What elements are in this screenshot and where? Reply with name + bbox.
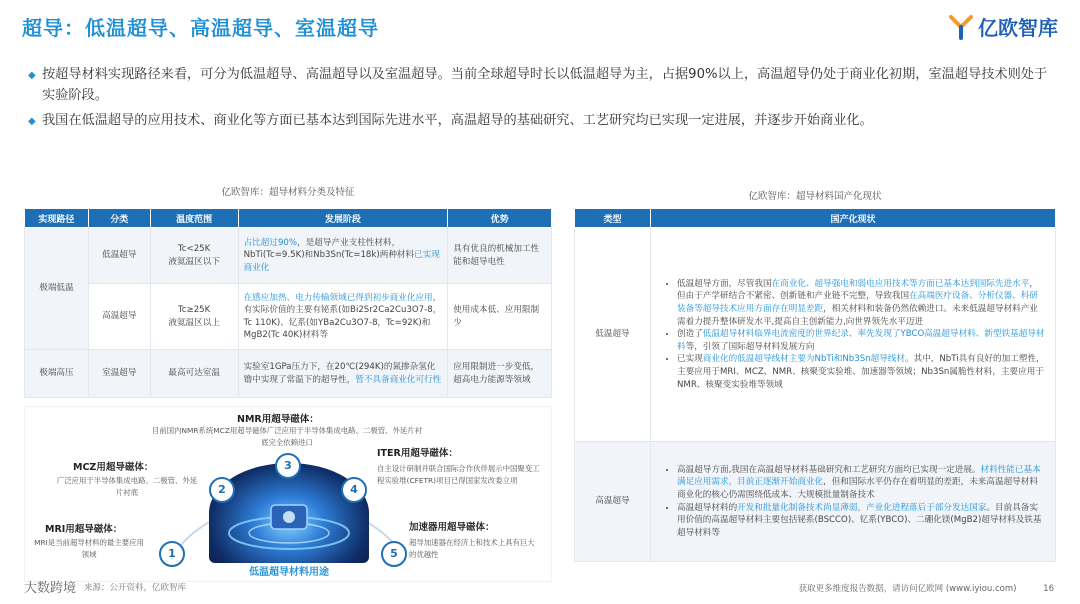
status-text: ，但和国际水平仍存在着明显的差距，未来高温超导材料商业化的核心仍需围绕低成本、大规模批量制备技术 [677, 477, 1038, 500]
advantage-cell: 使用成本低、应用限制少 [448, 284, 552, 350]
mri-title: MRI用超导磁体： [45, 524, 123, 535]
type-cell: 低温超导 [575, 228, 651, 442]
watermark-text: 大数跨境 [24, 581, 77, 596]
diagram-caption: 低温超导材料用途 [249, 567, 329, 578]
step-node-1: 1 [159, 541, 185, 567]
status-cell [651, 228, 1056, 442]
path-cell: 极端高压 [25, 350, 89, 398]
status-text: 已实现 [677, 354, 703, 365]
nmr-title: NMR用超导磁体： [237, 414, 319, 425]
bullet-text: 我国在低温超导的应用技术、商业化等方面已基本达到国际先进水平，高温超导的基础研究、工艺研究均已实现一定进展，并逐步开始商业化。 [42, 113, 873, 128]
stage-highlight: 在感应加热、电力传输领域已得到初步商业化应用 [243, 292, 433, 303]
applications-diagram [24, 406, 552, 582]
status-highlight: 材料性能已基本满足应用需求，目前正逐渐开始商业化 [677, 464, 1041, 488]
stage-highlight: 已实现商业化 [243, 250, 440, 273]
logo-text: 亿欧智库 [978, 16, 1058, 40]
col-header: 温度范围 [150, 209, 238, 228]
contact-link[interactable]: 获取更多维度报告数据，请访问亿欧网 (www.iyiou.com) [798, 584, 1017, 594]
type-cell: 高温超导 [575, 442, 651, 562]
stage-cell [238, 284, 448, 350]
table-row [25, 228, 552, 284]
status-item [677, 278, 1045, 328]
footer-source [24, 577, 186, 596]
temp-cell: Tc<25K 液氦温区以下 [150, 228, 238, 284]
status-item [677, 328, 1045, 353]
status-highlight: 低温超导材料临界电流密度的世界纪录、率先发现了YBCO高温超导材料、新型铁基超导材料 [677, 329, 1045, 352]
right-table-title: 亿欧智库：超导材料国产化现状 [748, 191, 882, 202]
status-text: 等，引领了国际超导材料发展方向 [685, 341, 815, 352]
temp-cell: 最高可达室温 [150, 350, 238, 398]
status-text: 低温超导方面，尽管我国 [677, 278, 772, 289]
class-cell: 低温超导 [88, 228, 150, 284]
stage-text: 实验室1GPa压力下，在20℃(294K)的氮掺杂氢化镥中实现了常温下的超导性， [243, 362, 436, 385]
accelerator-desc: 超导加速器在经济上和技术上具有巨大的优越性 [409, 538, 535, 559]
mri-desc: MRI是当前超导材料的最主要应用领域 [34, 538, 144, 559]
stage-cell [238, 228, 448, 284]
status-item [677, 464, 1045, 502]
stage-cell [238, 350, 448, 398]
page-number: 16 [1043, 584, 1054, 594]
status-highlight: 在高端医疗设备、分析仪器、科研装备等超导技术应用方面存在明显差距 [677, 291, 1038, 315]
col-header: 实现路径 [25, 209, 89, 228]
status-highlight: 商业化的低温超导线材主要为NbTi和Nb3Sn超导线材 [702, 354, 905, 365]
summary-bullet [28, 110, 1058, 132]
status-text: 。其中，NbTi具有良好的加工塑性，主要应用于MRI、MCZ、NMR、核聚变实验堆、加速器等领域；Nb3Sn属脆性材料，主要应用于NMR、核聚变实验堆等领域 [677, 354, 1045, 390]
brand-logo [948, 12, 1058, 41]
left-table-title: 亿欧智库：超导材料分类及特征 [221, 187, 355, 198]
col-header: 优势 [448, 209, 552, 228]
bullet-text: 按超导材料实现路径来看，可分为低温超导、高温超导以及室温超导。当前全球超导时长以低温超导为主，占据90%以上，高温超导仍处于商业化初期，室温超导技术则处于实验阶段。 [42, 67, 1048, 103]
path-cell: 极端低温 [25, 228, 89, 350]
mcz-desc: 广泛应用于半导体集成电路、二极管、外延片衬底 [56, 476, 198, 497]
table-header-row [575, 209, 1056, 228]
stage-text: ，是超导产业支柱性材料，NbTi(Tc=9.5K)和Nb3Sn(Tc=18k)两种材料 [243, 237, 415, 261]
summary-bullets [28, 64, 1058, 136]
iter-desc: 自主设计研制并联合国际合作伙伴展示中国聚变工程实验堆(CFETR)项目已得国家发改委立项 [377, 464, 540, 485]
step-node-4: 4 [341, 477, 367, 503]
table-row [25, 284, 552, 350]
class-cell: 高温超导 [88, 284, 150, 350]
summary-bullet [28, 64, 1058, 106]
step-node-3: 3 [275, 453, 301, 479]
status-highlight: 在商业化、超导强电和弱电应用技术等方面已基本达到国际先进水平 [771, 278, 1030, 289]
class-cell: 室温超导 [88, 350, 150, 398]
step-node-5: 5 [381, 541, 407, 567]
status-item [677, 502, 1045, 540]
diamond-bullet-icon: ◆ [28, 70, 36, 81]
status-highlight: 开发和批量化制备技术尚显薄弱，产业化进程落后于部分发达国家 [737, 502, 987, 513]
col-header: 国产化现状 [651, 209, 1056, 228]
localization-table [574, 208, 1056, 562]
status-text: 高温超导方面,我国在高温超导材料基础研究和工艺研究方面均已实现一定进展。 [677, 464, 981, 475]
stage-highlight: 占比超过90% [243, 237, 298, 248]
status-text: ，但由于产学研结合不紧密、创新链和产业链不完整，导致我国 [677, 278, 1038, 302]
step-node-2: 2 [209, 477, 235, 503]
col-header: 类型 [575, 209, 651, 228]
page-title: 超导：低温超导、高温超导、室温超导 [22, 16, 379, 40]
table-row [575, 442, 1056, 562]
table-row [575, 228, 1056, 442]
logo-mark-icon [948, 14, 974, 40]
advantage-cell: 具有优良的机械加工性能和超导电性 [448, 228, 552, 284]
status-text: 。目前具备实用价值的高温超导材料主要包括铋系(BSCCO)、钇系(YBCO)、二硼化镁(MgB2)超导材料及铁基超导材料等 [677, 502, 1042, 538]
status-text: 高温超导材料的 [677, 502, 738, 513]
status-text: 创造了 [677, 329, 703, 340]
status-item [677, 353, 1045, 391]
advantage-cell: 应用限制进一步变低，超高电力能源等领域 [448, 350, 552, 398]
temp-cell: Tc≥25K 液氦温区以上 [150, 284, 238, 350]
nmr-desc: 目前国内NMR系统MCZ用超导磁体广泛应用于半导体集成电路、二极管、外延片衬底完全依赖进口 [151, 426, 423, 447]
col-header: 发展阶段 [238, 209, 448, 228]
accelerator-title: 加速器用超导磁体： [409, 522, 495, 533]
source-text: 来源：公开资料，亿欧智库 [84, 582, 187, 593]
diamond-bullet-icon: ◆ [28, 116, 36, 127]
footer-contact [799, 582, 1054, 594]
col-header: 分类 [88, 209, 150, 228]
mcz-title: MCZ用超导磁体： [73, 462, 154, 473]
classification-table [24, 208, 552, 398]
table-header-row [25, 209, 552, 228]
table-row [25, 350, 552, 398]
iter-title: ITER用超导磁体： [377, 448, 458, 459]
status-text: ，相关材料和装备仍然依赖进口。未来低温超导材料产业需着力提升整体研发水平,提高自主创新能力,向世界领先水平迈进 [677, 304, 1038, 327]
status-cell [651, 442, 1056, 562]
stage-highlight: 暂不具备商业化可行性 [355, 374, 442, 385]
stage-text: ，有实际价值的主要有铋系(如Bi2Sr2Ca2Cu3O7-8，Tc 110K)、钇系(如YBa2Cu3O7-8，Tc=92K)和MgB2(Tc 40K)材料等 [243, 292, 442, 340]
